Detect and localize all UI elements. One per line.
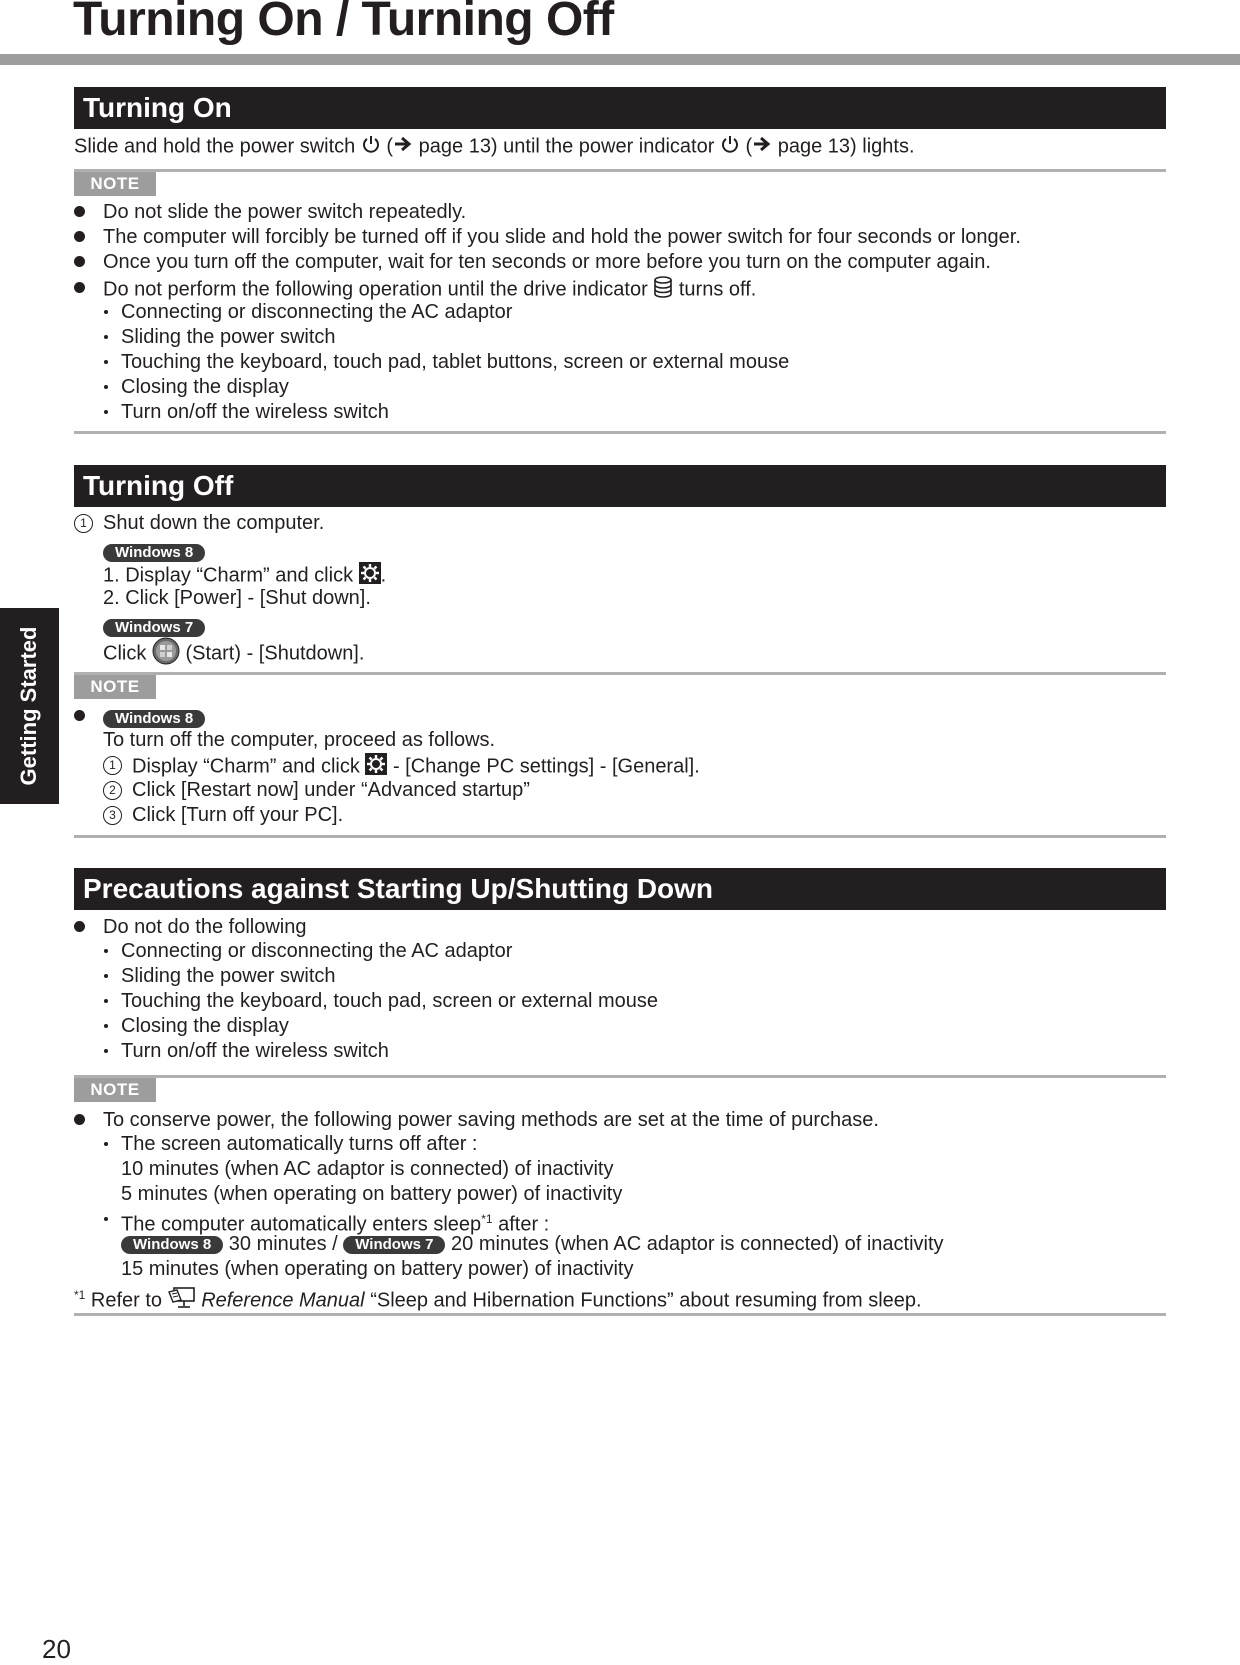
- sub-bullet: [104, 335, 108, 339]
- sub-item: Closing the display: [121, 1015, 289, 1037]
- arrow-right-icon: [752, 135, 772, 159]
- note-tag: NOTE: [74, 675, 156, 699]
- note-tag: NOTE: [74, 1078, 156, 1102]
- note-intro: To turn off the computer, proceed as follows.: [103, 729, 496, 751]
- win7-step: [103, 637, 364, 671]
- note-item: Once you turn off the computer, wait for ten seconds or more before you turn on the computer again.: [103, 251, 991, 273]
- sub-bullet: [104, 1217, 108, 1221]
- footnote-mark: *1: [74, 1288, 86, 1302]
- sub-bullet: [104, 974, 108, 978]
- intro-ref-open-2: (: [745, 135, 753, 158]
- sleep-footnote-mark: *1: [481, 1212, 493, 1226]
- manual-icon: [168, 1286, 196, 1316]
- note-step-number: 1: [103, 756, 122, 775]
- note-step-3: Click [Turn off your PC].: [132, 804, 344, 826]
- bullet-dot: [74, 206, 85, 217]
- side-tab-label: Getting Started: [16, 626, 41, 786]
- note-step-1-after: - [Change PC settings] - [General].: [392, 755, 700, 778]
- step-1-text: Shut down the computer.: [103, 512, 325, 534]
- note-tag: NOTE: [74, 172, 156, 196]
- note-step-1: [132, 753, 700, 781]
- note-windows-8-badge-label: Windows 8: [103, 710, 205, 728]
- note-rule-top: [74, 169, 1166, 172]
- windows-8-badge-label: Windows 8: [103, 544, 205, 562]
- bullet-dot: [74, 231, 85, 242]
- win8-step-1-after: .: [380, 564, 387, 587]
- precautions-lead: Do not do the following: [103, 916, 307, 938]
- battery-sleep-time: 15 minutes (when operating on battery power) of inactivity: [121, 1258, 634, 1280]
- windows-8-badge: [103, 541, 205, 564]
- bullet-dot: [74, 256, 85, 267]
- win8-step-2: 2. Click [Power] - [Shut down].: [103, 587, 371, 609]
- side-tab: [0, 608, 59, 804]
- sub-bullet: [104, 360, 108, 364]
- sub-item: Sliding the power switch: [121, 965, 336, 987]
- intro-page-ref-2[interactable]: page 13) lights.: [777, 135, 915, 158]
- page-number: 20: [42, 1634, 71, 1664]
- note-rule-bottom: [74, 431, 1166, 434]
- intro-text-1: Slide and hold the power switch: [74, 135, 356, 158]
- precautions-heading: Precautions against Starting Up/Shutting Down: [74, 868, 1166, 910]
- sub-bullet: [104, 410, 108, 414]
- sub-item: Connecting or disconnecting the AC adaptor: [121, 940, 513, 962]
- footnote: [74, 1283, 922, 1316]
- screen-off-text: The screen automatically turns off after :: [121, 1133, 478, 1155]
- sleep-times: [121, 1232, 944, 1256]
- win8-step-1-before: 1. Display “Charm” and click: [103, 564, 354, 587]
- turning-off-heading: Turning Off: [74, 465, 1166, 507]
- note-step-1-before: Display “Charm” and click: [132, 755, 360, 778]
- power-saving-lead: To conserve power, the following power saving methods are set at the time of purchase.: [103, 1109, 879, 1131]
- step-number: 1: [74, 514, 93, 533]
- note-step-number: 3: [103, 806, 122, 825]
- drive-note-before: Do not perform the following operation until the drive indicator: [103, 278, 648, 301]
- note-rule-bottom: [74, 835, 1166, 838]
- bullet-dot: [74, 710, 85, 721]
- bullet-dot: [74, 1114, 85, 1125]
- sub-item: Touching the keyboard, touch pad, screen or external mouse: [121, 990, 658, 1012]
- note-rule-top: [74, 1075, 1166, 1078]
- charm-settings-icon: [365, 753, 387, 781]
- note-rule-bottom: [74, 1313, 1166, 1316]
- drive-note-after: turns off.: [678, 278, 757, 301]
- sleep-text-after: after :: [498, 1213, 550, 1236]
- footnote-before: Refer to: [90, 1289, 163, 1312]
- arrow-right-icon: [393, 135, 413, 159]
- sub-bullet: [104, 999, 108, 1003]
- power-indicator-icon: [720, 134, 740, 160]
- screen-battery-text: 5 minutes (when operating on battery power) of inactivity: [121, 1183, 623, 1205]
- intro-page-ref-1[interactable]: page 13) until the power indicator: [418, 135, 715, 158]
- windows-7-badge-label: Windows 7: [103, 619, 205, 637]
- sub-bullet: [104, 1024, 108, 1028]
- note-windows-8-badge: [103, 707, 205, 730]
- sub-bullet: [104, 310, 108, 314]
- note-step-number: 2: [103, 781, 122, 800]
- footnote-reference-manual[interactable]: Reference Manual: [201, 1289, 365, 1312]
- title-rule: [0, 54, 1240, 65]
- drive-icon: [653, 276, 673, 304]
- note-step-2: Click [Restart now] under “Advanced startup”: [132, 779, 530, 801]
- windows-start-icon: [152, 637, 180, 671]
- sub-bullet: [104, 385, 108, 389]
- ac-sleep-time: 20 minutes (when AC adaptor is connected) of inactivity: [451, 1233, 944, 1255]
- bullet-dot: [74, 282, 85, 293]
- win8-sleep-time: 30 minutes /: [228, 1233, 338, 1255]
- sub-item: Connecting or disconnecting the AC adaptor: [121, 301, 513, 323]
- win7-step-before: Click: [103, 642, 147, 665]
- screen-ac-text: 10 minutes (when AC adaptor is connected) of inactivity: [121, 1158, 614, 1180]
- sub-item: Closing the display: [121, 376, 289, 398]
- page-title: Turning On / Turning Off: [73, 0, 614, 46]
- sub-bullet: [104, 1049, 108, 1053]
- intro-ref-open-1: (: [386, 135, 394, 158]
- power-icon: [361, 134, 381, 160]
- note-item: Do not slide the power switch repeatedly.: [103, 201, 467, 223]
- sleep-windows-7-badge: Windows 7: [343, 1236, 445, 1254]
- windows-7-badge: [103, 616, 205, 639]
- sub-item: Turn on/off the wireless switch: [121, 1040, 389, 1062]
- win7-step-after: (Start) - [Shutdown].: [185, 642, 365, 665]
- sub-item: Turn on/off the wireless switch: [121, 401, 389, 423]
- bullet-dot: [74, 921, 85, 932]
- sub-bullet: [104, 1142, 108, 1146]
- sub-item: Touching the keyboard, touch pad, tablet buttons, screen or external mouse: [121, 351, 790, 373]
- note-rule-top: [74, 672, 1166, 675]
- footnote-after: “Sleep and Hibernation Functions” about resuming from sleep.: [370, 1289, 922, 1312]
- sub-bullet: [104, 949, 108, 953]
- turning-on-intro: [74, 134, 915, 160]
- sleep-windows-8-badge: Windows 8: [121, 1236, 223, 1254]
- sleep-text-before: The computer automatically enters sleep: [121, 1213, 482, 1236]
- note-item: The computer will forcibly be turned off if you slide and hold the power switch for four seconds or longer.: [103, 226, 1021, 248]
- sub-item: Sliding the power switch: [121, 326, 336, 348]
- turning-on-heading: Turning On: [74, 87, 1166, 129]
